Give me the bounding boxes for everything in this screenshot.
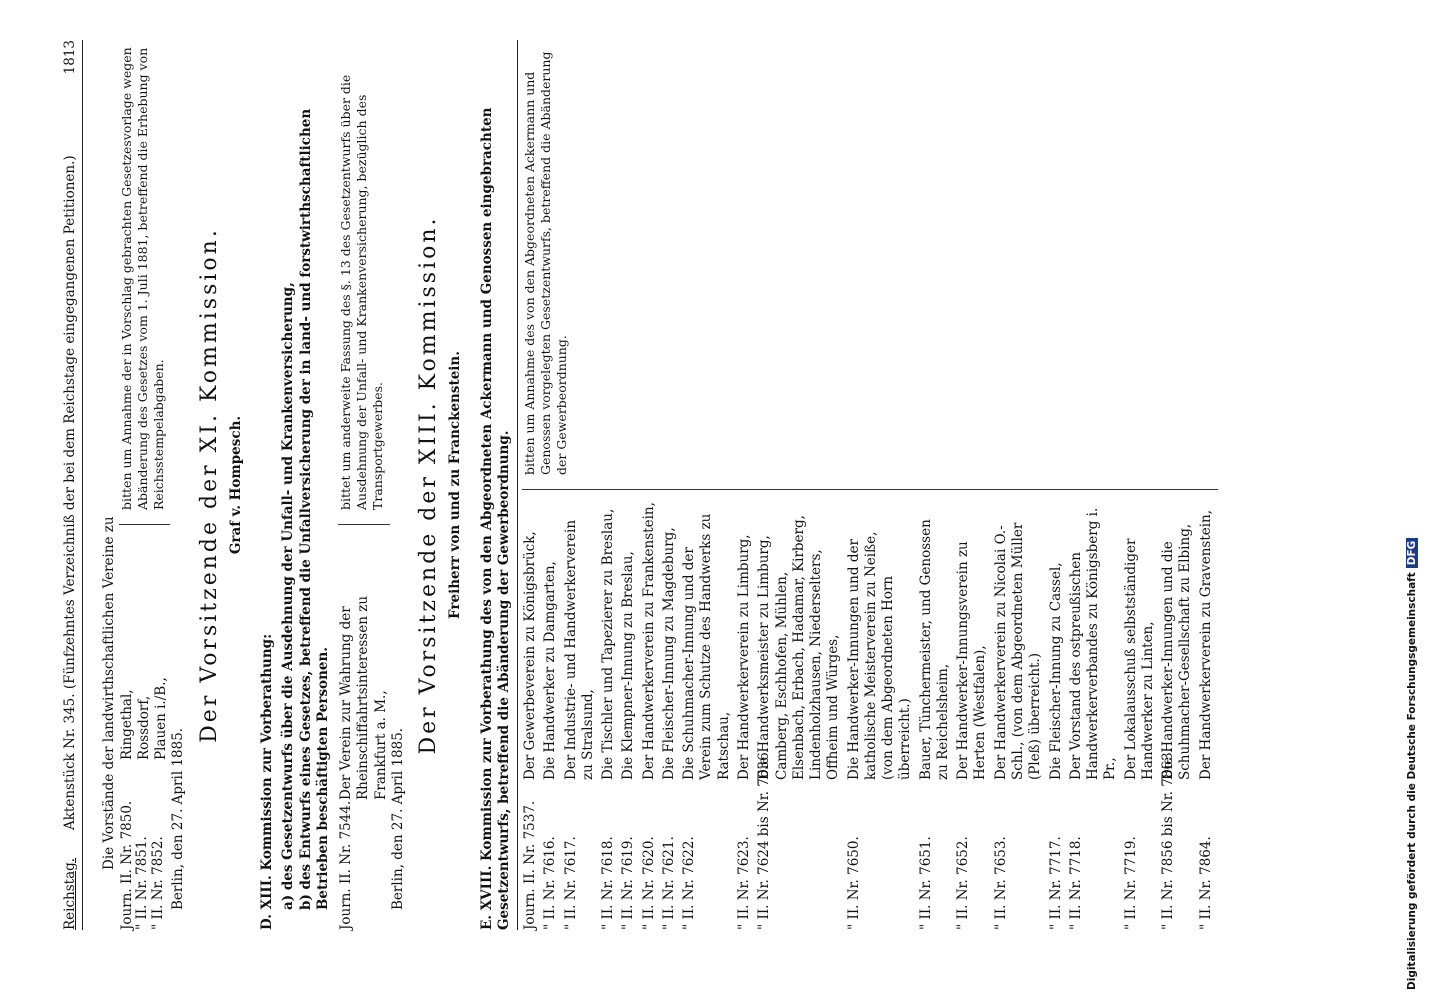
section-d-chair: Der Vorsitzende der XIII. Kommission. <box>416 215 442 755</box>
digitization-text: Digitalisierung gefördert durch die Deutsche Forschungsgemeinschaft <box>1406 572 1418 990</box>
section-d-chair-name: Freiherr von und zu Franckenstein. <box>447 351 464 619</box>
section-e <box>479 40 1218 930</box>
section-e-heading: XVIII. Kommission zur Vorberathung des von den Abgeordneten Ackermann und Genossen eingebrachten Gesetzentwurfs, betreffend die Abänderung der Gewerbeordnung. <box>478 107 512 930</box>
block1-places <box>119 535 171 800</box>
list-item: " II. Nr. 7618. Die Tischler und Tapezierer zu Breslau, <box>600 508 617 930</box>
ref-item: " II. Nr. 7851. <box>134 836 151 930</box>
header-title: Aktenstück Nr. 345. (Fünfzehntes Verzeichniß der bei dem Reichstage eingegangenen Petitionen.) <box>62 155 78 830</box>
list-item: " II. Nr. 7864. Der Handwerkerverein zu Gravenstein, <box>1197 509 1214 930</box>
page-header <box>62 40 83 930</box>
section-e-title <box>479 40 514 930</box>
list-item: " II. Nr. 7623. Der Handwerkerverein zu Limburg, <box>736 534 753 930</box>
block1-chair: Der Vorsitzende der XI. Kommission. <box>196 227 222 743</box>
list-item: " II. Nr. 7620. Der Handwerkerverein zu Frankenstein, <box>640 502 657 930</box>
section-d-text: Der Verein zur Wahrung der Rheinschiffahrtsinteressen zu Frankfurt a. M., <box>338 595 389 800</box>
place-item: Plauen i./B., <box>153 677 170 760</box>
section-d-date: Berlin, den 27. April 1885. <box>389 727 406 910</box>
block1-chair-name: Graf v. Hompesch. <box>227 415 244 555</box>
list-item: " II. Nr. 7650. Die Handwerker-Innungen und der katholische Meisterverein zu Neiße, (von dem Abgeordneten Horn überreicht.) <box>845 531 914 930</box>
block-agricultural-societies <box>101 40 245 930</box>
section-d-item-a: a) des Gesetzentwurfs über die Ausdehnung der Unfall- und Krankenversicherung, <box>280 282 297 910</box>
place-item: Rossdorf, <box>135 695 152 760</box>
list-item: " II. Nr. 7856 bis Nr. 7863. Die Handwerker-Innungen und die Schuhmacher-Gesellschaft zu Elbing, <box>1160 523 1194 930</box>
ref-item: Journ. II. Nr. 7850. <box>118 800 135 930</box>
section-d-item-b: b) des Entwurfs eines Gesetzes, betreffend die Unfallversicherung der in land- und forstwirthschaftlichen Betrieben beschäftigten Personen. <box>297 108 331 910</box>
header-left: Reichstag. <box>62 857 78 930</box>
list-item: " II. Nr. 7617. Der Industrie- und Handwerkerverein zu Stralsund, <box>562 519 596 930</box>
petition-list <box>522 500 1218 930</box>
section-d-title <box>259 40 276 930</box>
list-item: " II. Nr. 7652. Der Handwerker-Innungsverein zu Herten (Westfalen), <box>955 541 989 930</box>
section-e-note: bitten um Annahme des von den Abgeordneten Ackermann und Genossen vorgelegten Gesetzentwurfs, betreffend die Abänderung der Gewerbeordnung. <box>522 45 1218 490</box>
list-item: " II. Nr. 7653. Der Handwerkerverein zu Nicolai O.-Schl., (von dem Abgeordneten Müller (Pleß) überreicht.) <box>992 522 1044 930</box>
page-number: 1813 <box>62 40 78 75</box>
list-item: " II. Nr. 7717. Die Fleischer-Innung zu Cassel, <box>1047 562 1064 930</box>
block1-note: bitten um Annahme der in Vorschlag gebrachten Gesetzesvorlage wegen Abänderung des Gesetzes vom 1. Juli 1881, betreffend die Erhebung von Reichsstempelabgaben. <box>119 40 171 525</box>
section-d-ref: Journ. II. Nr. 7544. <box>338 800 355 930</box>
list-item: " II. Nr. 7651. Bauer, Tünchermeister, und Genossen zu Reichelsheim, <box>917 519 951 930</box>
section-d-heading: XIII. Kommission zur Vorberathung: <box>259 633 276 910</box>
digitization-notice <box>1406 10 1418 990</box>
list-item: Journ. II. Nr. 7537. Der Gewerbeverein zu Königsbrück, <box>522 531 539 930</box>
list-item: " II. Nr. 7622. Die Schuhmacher-Innung und der Verein zum Schutze des Handwerks zu Ratschau, <box>681 513 732 930</box>
section-d <box>259 40 465 930</box>
list-item: " II. Nr. 7621. Die Fleischer-Innung zu Magdeburg, <box>660 527 677 930</box>
list-item: " II. Nr. 7624 bis Nr. 7636. Die Handwerksmeister zu Limburg, Camberg, Eschhofen, Mühlen, Elsenbach, Erbach, Hadamar, Kirberg, Lindenholzhausen, Niederselters, Offheim und Würges, <box>756 515 842 930</box>
section-e-letter: E. <box>478 915 495 930</box>
dfg-logo: DFG <box>1406 538 1418 569</box>
section-d-note: bittet um anderweite Fassung des §. 13 des Gesetzentwurfs über die Ausdehnung der Unfall- und Krankenversicherung, bezüglich des Transportgewerbes. <box>338 40 390 525</box>
section-d-letter: D. <box>259 914 276 930</box>
list-item: " II. Nr. 7619. Die Klempner-Innung zu Breslau, <box>620 551 637 930</box>
block1-intro: Die Vorstände der landwirthschaftlichen Vereine zu <box>101 516 118 870</box>
block1-date: Berlin, den 27. April 1885. <box>170 727 187 910</box>
list-item: " II. Nr. 7719. Der Lokalausschuß selbstständiger Handwerker zu Linten, <box>1122 538 1156 930</box>
list-item: " II. Nr. 7718. Der Vorstand des ostpreußischen Handwerkerverbandes zu Königsberg i. Pr., <box>1067 507 1119 930</box>
ref-item: " II. Nr. 7852. <box>149 836 166 930</box>
place-item: Ringethal, <box>118 689 135 760</box>
block1-refs <box>119 800 171 930</box>
list-item: " II. Nr. 7616. Die Handwerker zu Damgarten, <box>542 561 559 930</box>
